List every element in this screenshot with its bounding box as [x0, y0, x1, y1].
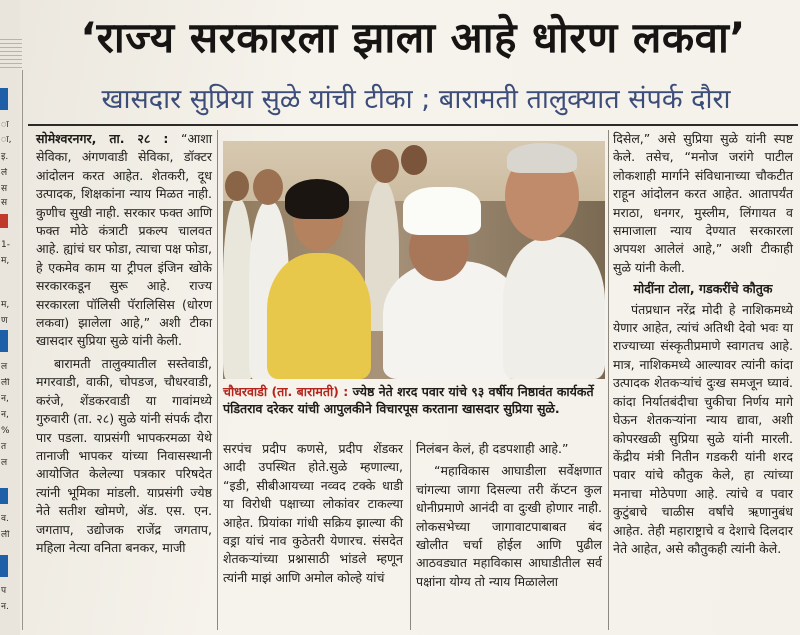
article-headline: ‘राज्य सरकारला झाला आहे धोरण लकवा’ — [80, 13, 746, 62]
adjacent-text: व. — [1, 514, 9, 524]
article-column-3 — [416, 440, 602, 630]
adjacent-blue-marker — [0, 330, 8, 352]
article-subheadline: खासदार सुप्रिया सुळे यांची टीका ; बारामती तालुक्यात संपर्क दौरा — [101, 84, 731, 115]
adjacent-text: न, — [1, 410, 9, 420]
article-paragraph: दिसेल,” असे सुप्रिया सुळे यांनी स्पष्ट केले. तसेच, “मनोज जरांगे पाटील लोकशाही मार्गाने संविधानाच्या चौकटीत राहून आंदोलन करत आहेत. आतापर्यंत मराठा, धनगर, मुस्लीम, लिंगायत व समाजाला न्याय देण्यात सरकारला अपयश आलेलं आहे,” अशी टीकाही सुळे यांनी केली. — [613, 131, 793, 275]
caption-place: चौधरवाडी (ता. बारामती) : — [223, 384, 349, 399]
adjacent-text: इ. — [1, 152, 9, 162]
article-paragraph: निलंबन केलं, ही दडपशाही आहे.” — [416, 441, 569, 456]
column-rule — [217, 130, 218, 630]
adjacent-text: ली — [1, 530, 10, 540]
adjacent-blue-marker — [0, 88, 8, 110]
column-rule — [410, 440, 411, 630]
adjacent-text: ा, — [1, 135, 12, 145]
adjacent-text: म, — [1, 300, 10, 310]
adjacent-red-marker — [0, 214, 8, 228]
article-paragraph: बारामती तालुक्यातील सस्तेवाडी, मगरवाडी, वाकी, चोपडज, चौधरवाडी, करंजे, शेंडकरवाडी या गावांमध्ये गुरुवारी (ता. २८) सुळे यांनी संपर्क दौरा पार पडला. याप्रसंगी भापकरमळा येथे तानाजी भापकर यांच्या निवासस्थानी आयोजित केलेल्या पत्रकार परिषदेत त्यांनी भूमिका मांडली. याप्रसंगी ज्येष्ठ नेते सतीश खोमणे, ॲड. एस. एन. जगताप, उद्योजक राजेंद्र जगताप, महिला नेत्या वनिता बनकर, माजी — [36, 355, 212, 555]
adjacent-text: ण — [1, 316, 8, 326]
adjacent-text: 1- — [1, 240, 10, 250]
adjacent-text: न, — [1, 394, 9, 404]
column-rule — [608, 130, 609, 630]
article-paragraph: पंतप्रधान नरेंद्र मोदी हे नाशिकमध्ये येणार आहेत, त्यांचं अतिथी देवो भवः या राज्याच्या संस्कृतीप्रमाणे स्वागतच आहे. मात्र, नाशिकमध्ये आल्यावर त्यांनी कांदा उत्पादक शेतकऱ्यांचं दुःख समजून घ्यावं. कांदा निर्यातबंदीचा चुकीचा निर्णय मागे घेऊन शेतकऱ्यांना न्याय द्यावा, अशी कोपरखळी सुप्रिया सुळे यांनी मारली. केंद्रीय मंत्री नितीन गडकरी यांनी शरद पवार यांचे कौतुक केले, हा त्यांच्या मनाचा मोठेपणा आहे. त्यांचे व पवार कुटुंबाचे चाळीस वर्षांचे ऋणानुबंध आहेत. तेही महाराष्ट्राचे व देशाचे दिलदार नेते आहेत, असे कौतुकही त्यांनी केले. — [613, 301, 793, 556]
decorative-stripes — [0, 38, 22, 68]
article-paragraph: सरपंच प्रदीप कणसे, प्रदीप शेंडकर आदी उपस्थित होते.सुळे म्हणाल्या, “इडी, सीबीआयच्या नव्वद टक्के धाडी या विरोधी पक्षाच्या लोकांवर टाकल्या आहेत. प्रियांका गांधी सक्रिय झाल्या की वड्रा यांचं नाव कुठेतरी येणारच. संसदेत शेतकऱ्यांच्या प्रश्नासाठी भांडले म्हणून त्यांनी माझं आणि अमोल कोल्हे यांचं — [223, 441, 403, 585]
adjacent-text: प — [1, 586, 7, 596]
adjacent-text: % — [1, 426, 10, 436]
adjacent-text: ा — [1, 120, 9, 130]
caption-text: ज्येष्ठ नेते शरद पवार यांचे ९३ वर्षीय निष्ठावंत कार्यकर्ते पंडितराव दरेकर यांची आपुलकीने विचारपूस करताना खासदार सुप्रिया सुळे. — [223, 384, 594, 416]
adjacent-text: स — [1, 184, 8, 194]
article-photo — [223, 141, 605, 379]
adjacent-blue-marker — [0, 555, 8, 577]
adjacent-text: ल — [1, 458, 8, 468]
adjacent-text: ले — [1, 168, 8, 178]
article-paragraph: “महाविकास आघाडीला सर्वेक्षणात चांगल्या जागा दिसल्या तरी कॅप्टन कुल धोनीप्रमाणे आनंदी वा दुःखी होणार नाही. लोकसभेच्या जागावाटपाबाबत बंद खोलीत चर्चा होईल आणि पुढील आठवड्यात महाविकास आघाडीतील सर्व पक्षांना योग्य तो न्याय मिळालेला — [416, 463, 602, 589]
article-column-1 — [36, 130, 212, 630]
article-subheading: मोदींना टोला, गडकरींचे कौतुक — [633, 281, 773, 297]
adjacent-text: ली — [1, 378, 10, 388]
photo-caption — [223, 383, 605, 435]
adjacent-text: स — [1, 198, 8, 208]
column-rule-left — [22, 70, 23, 630]
adjacent-text: त — [1, 442, 7, 452]
article-column-4 — [613, 130, 793, 630]
article-paragraph: “आशा सेविका, अंगणवाडी सेविका, डॉक्टर आंदोलन करत आहेत. शेतकरी, दूध उत्पादक, शिक्षकांना न्याय मिळत नाही. कुणीच सुखी नाही. सरकार फक्त आणि फक्त मोठे कंत्राटी प्रकल्प चालवत आहे. ह्यांचं घर फोडा, त्याचा पक्ष फोडा, हे एकमेव काम या ट्रीपल इंजिन खोके सरकारकडून सुरू आहे. राज्य सरकारला पॉलिसी पॅरालिसिस (धोरण लकवा) झालेला आहे,” अशी टीका खासदार सुप्रिया सुळे यांनी केली. — [36, 131, 212, 349]
adjacent-blue-marker — [0, 488, 8, 504]
article-dateline: सोमेश्वरनगर, ता. २८ : — [36, 131, 169, 146]
article-column-2 — [223, 440, 403, 630]
adjacent-text: म, — [1, 256, 10, 266]
headline-rule — [28, 124, 798, 126]
adjacent-text: न. — [1, 602, 9, 612]
adjacent-text: ल — [1, 362, 8, 372]
